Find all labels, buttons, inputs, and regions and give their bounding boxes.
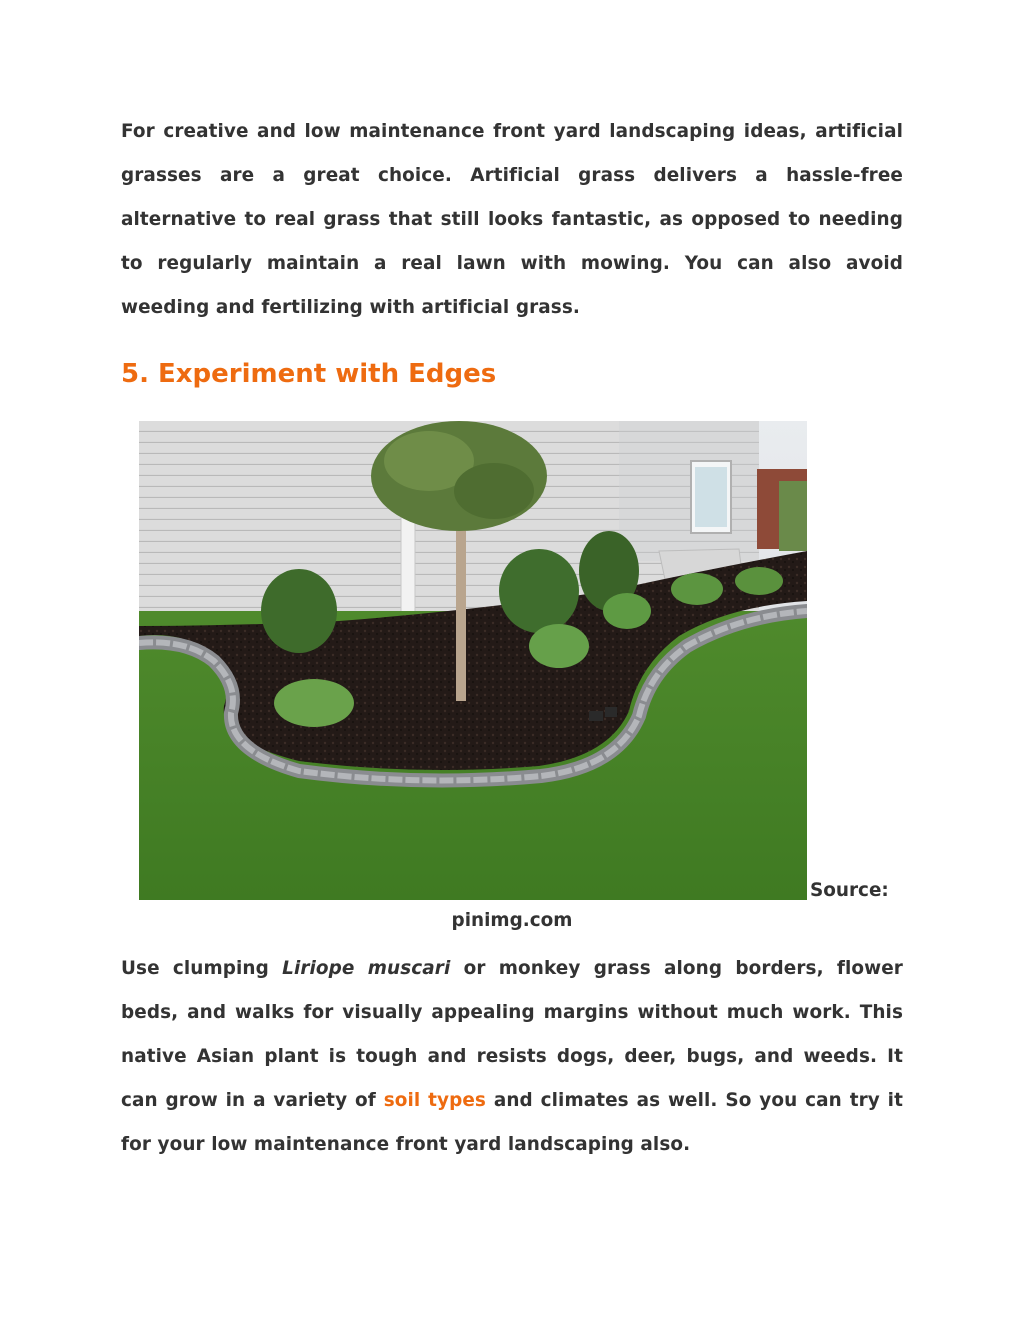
intro-paragraph: For creative and low maintenance front yard landscaping ideas, artificial grasses are a great choice. Artificial grass delivers a hassle-free alternative to real grass that still looks fantastic, as opposed to needing to regularly maintain a real lawn with mowing. You can also avoid weeding and fertilizing with artificial grass. [121,121,903,318]
body-text-part1: Use clumping [121,958,283,979]
landscape-photo [139,421,807,900]
image-source-label: Source: [810,880,889,901]
plant-name: Liriope muscari [282,958,451,979]
soil-types-link[interactable]: soil types [383,1090,486,1111]
body-paragraph [121,947,903,1167]
image-source-domain: pinimg.com [451,910,573,931]
body-text-part3: and climates as well. So you can try it for your low maintenance front yard landscaping also. [121,1090,903,1155]
section-heading: 5. Experiment with Edges [121,359,497,389]
body-text-part2: or monkey grass along borders, flower beds, and walks for visually appealing margins without much work. This native Asian plant is tough and resists dogs, deer, bugs, and weeds. It can grow in a variety of [121,958,903,1111]
